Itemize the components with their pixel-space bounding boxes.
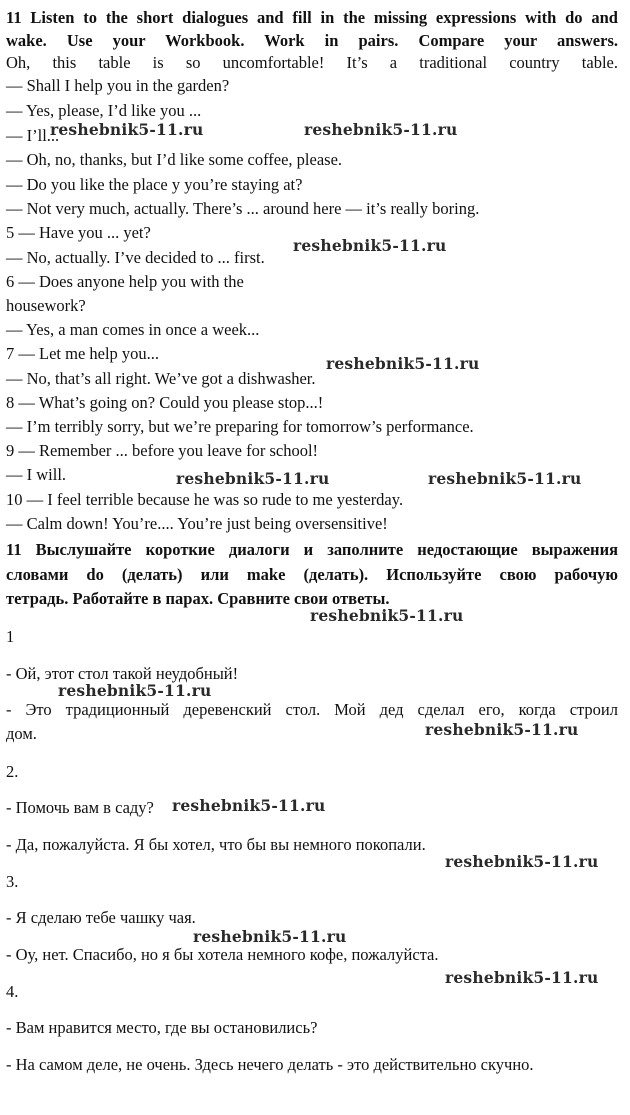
en-line-5: — Oh, no, thanks, but I’d like some coffee, please. bbox=[6, 150, 343, 169]
watermark: reshebnik5-11.ru bbox=[445, 852, 599, 871]
ru-line-10: - Оу, нет. Спасибо, но я бы хотела немного кофе, пожалуйста. bbox=[6, 945, 439, 964]
ru-line-3: - Это традиционный деревенский стол. Мой дед сделал его, когда строил bbox=[6, 700, 618, 719]
watermark: reshebnik5-11.ru bbox=[193, 927, 347, 946]
ru-line-2: - Ой, этот стол такой неудобный! bbox=[6, 664, 239, 683]
title-en-line1: 11 Listen to the short dialogues and fill in the missing expressions with do and bbox=[6, 8, 618, 27]
title-ru-line1: 11 Выслушайте короткие диалоги и заполните недостающие выражения bbox=[6, 540, 618, 559]
en-line-10: 6 — Does anyone help you with the bbox=[6, 272, 244, 291]
en-line-13: 7 — Let me help you... bbox=[6, 344, 160, 363]
en-line-14: — No, that’s all right. We’ve got a dishwasher. bbox=[6, 369, 316, 388]
en-line-16: — I’m terribly sorry, but we’re preparing for tomorrow’s performance. bbox=[6, 417, 474, 436]
en-line-15: 8 — What’s going on? Could you please stop...! bbox=[6, 393, 324, 412]
watermark: reshebnik5-11.ru bbox=[310, 606, 464, 625]
ru-line-6: - Помочь вам в саду? bbox=[6, 798, 154, 817]
en-line-6: — Do you like the place y you’re staying at? bbox=[6, 175, 303, 194]
en-line-4: — I’ll... bbox=[6, 126, 60, 145]
en-line-1: Oh, this table is so uncomfortable! It’s a traditional country table. bbox=[6, 53, 618, 72]
watermark: reshebnik5-11.ru bbox=[304, 120, 458, 139]
watermark: reshebnik5-11.ru bbox=[293, 236, 447, 255]
watermark: reshebnik5-11.ru bbox=[176, 469, 330, 488]
watermark: reshebnik5-11.ru bbox=[50, 120, 204, 139]
ru-line-7: - Да, пожалуйста. Я бы хотел, что бы вы немного покопали. bbox=[6, 835, 426, 854]
watermark: reshebnik5-11.ru bbox=[425, 720, 579, 739]
title-ru-line3: тетрадь. Работайте в парах. Сравните свои ответы. bbox=[6, 589, 390, 608]
en-line-3: — Yes, please, I’d like you ... bbox=[6, 101, 202, 120]
en-line-12: — Yes, a man comes in once a week... bbox=[6, 320, 260, 339]
watermark: reshebnik5-11.ru bbox=[445, 968, 599, 987]
ru-line-8: 3. bbox=[6, 872, 19, 891]
watermark: reshebnik5-11.ru bbox=[58, 681, 212, 700]
title-en-line2: wake. Use your Workbook. Work in pairs. Compare your answers. bbox=[6, 31, 618, 50]
ru-line-4: дом. bbox=[6, 724, 37, 743]
ru-line-9: - Я сделаю тебе чашку чая. bbox=[6, 908, 196, 927]
en-line-9: — No, actually. I’ve decided to ... first. bbox=[6, 248, 265, 267]
ru-line-11: 4. bbox=[6, 982, 19, 1001]
ru-line-1: 1 bbox=[6, 627, 15, 646]
watermark: reshebnik5-11.ru bbox=[428, 469, 582, 488]
title-ru-line2: словами do (делать) или make (делать). Используйте свою рабочую bbox=[6, 565, 618, 584]
en-line-17: 9 — Remember ... before you leave for school! bbox=[6, 441, 319, 460]
en-line-11: housework? bbox=[6, 296, 86, 315]
watermark: reshebnik5-11.ru bbox=[326, 354, 480, 373]
en-line-2: — Shall I help you in the garden? bbox=[6, 76, 230, 95]
en-line-7: — Not very much, actually. There’s ... around here — it’s really boring. bbox=[6, 199, 480, 218]
watermark: reshebnik5-11.ru bbox=[172, 796, 326, 815]
ru-line-13: - На самом деле, не очень. Здесь нечего делать - это действительно скучно. bbox=[6, 1055, 534, 1074]
en-line-20: — Calm down! You’re.... You’re just being oversensitive! bbox=[6, 514, 388, 533]
ru-line-5: 2. bbox=[6, 762, 19, 781]
ru-line-12: - Вам нравится место, где вы остановились? bbox=[6, 1018, 318, 1037]
en-line-18: — I will. bbox=[6, 465, 67, 484]
en-line-19: 10 — I feel terrible because he was so rude to me yesterday. bbox=[6, 490, 404, 509]
en-line-8: 5 — Have you ... yet? bbox=[6, 223, 151, 242]
